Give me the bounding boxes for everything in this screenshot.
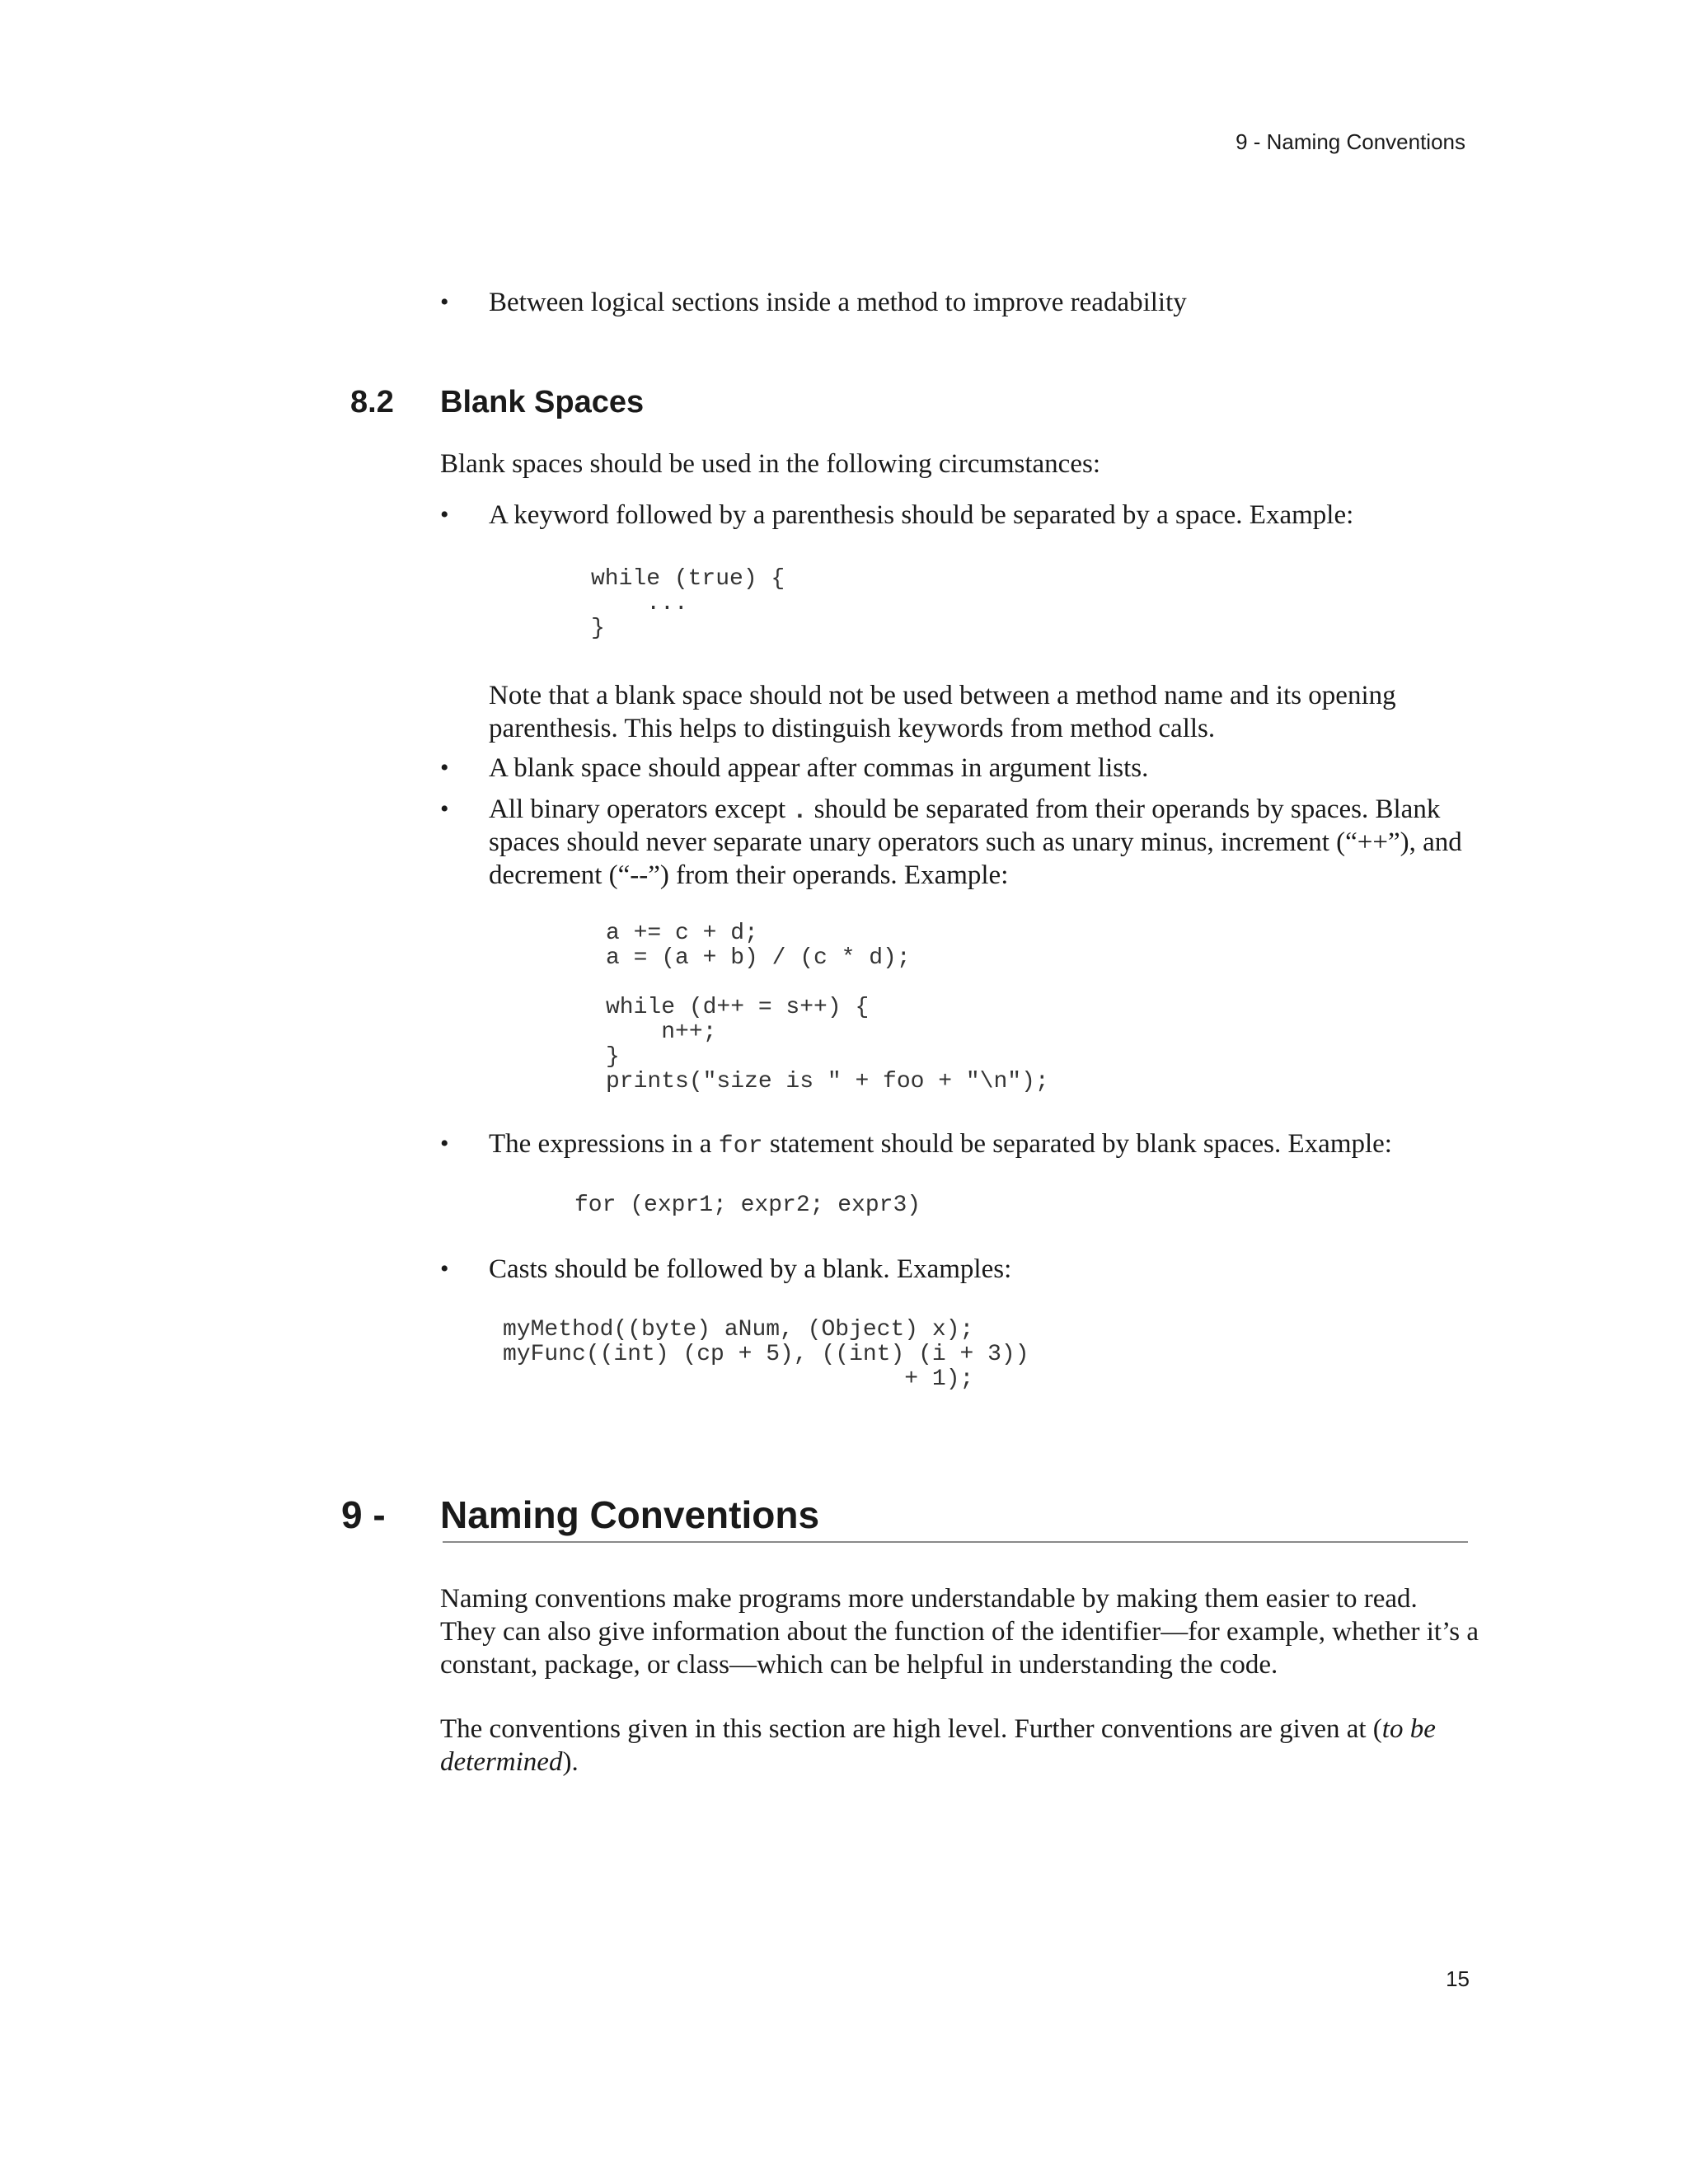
bullet-text: All binary operators except bbox=[489, 794, 793, 824]
chapter-number: 9 - bbox=[341, 1493, 386, 1536]
note-line: Note that a blank space should not be used between a method name and its opening bbox=[489, 681, 1396, 710]
bullet-item-continuation: spaces should never separate unary operators such as unary minus, increment (“++”), and bbox=[489, 827, 1462, 857]
bullet-text: statement should be separated by blank spaces. Example: bbox=[762, 1129, 1392, 1159]
bullet-marker: • bbox=[440, 501, 449, 528]
code-block-casts: myMethod((byte) aNum, (Object) x); myFunc((int) (cp + 5), ((int) (i + 3)) + 1); bbox=[503, 1317, 1029, 1392]
running-header: 9 - Naming Conventions bbox=[1236, 129, 1465, 154]
code-block-for: for (expr1; expr2; expr3) bbox=[574, 1193, 921, 1218]
inline-code: for bbox=[718, 1132, 763, 1160]
code-block-while-loop: while (d++ = s++) { n++; } prints("size is " + foo + "\n"); bbox=[606, 995, 1049, 1094]
bullet-item: Between logical sections inside a method to improve readability bbox=[489, 288, 1187, 317]
paragraph-line bbox=[440, 1713, 1436, 1746]
paragraph-line bbox=[440, 1746, 579, 1779]
bullet-marker: • bbox=[440, 1130, 449, 1157]
bullet-item: A blank space should appear after commas in argument lists. bbox=[489, 753, 1149, 783]
bullet-item bbox=[489, 793, 1440, 828]
section-intro: Blank spaces should be used in the following circumstances: bbox=[440, 449, 1100, 479]
chapter-title: Naming Conventions bbox=[440, 1493, 820, 1536]
chapter-rule bbox=[443, 1541, 1468, 1543]
bullet-item-continuation: decrement (“--”) from their operands. Example: bbox=[489, 860, 1009, 890]
section-title: Blank Spaces bbox=[440, 385, 645, 419]
page-number: 15 bbox=[1446, 1966, 1470, 1991]
bullet-item: A keyword followed by a parenthesis should be separated by a space. Example: bbox=[489, 500, 1354, 530]
paragraph-text: The conventions given in this section are high level. Further conventions are given at ( bbox=[440, 1714, 1382, 1744]
paragraph-line: Naming conventions make programs more understandable by making them easier to read. bbox=[440, 1584, 1418, 1614]
emphasis-text: to be bbox=[1381, 1714, 1436, 1744]
section-number: 8.2 bbox=[350, 385, 394, 419]
code-block-operators: a += c + d; a = (a + b) / (c * d); bbox=[606, 921, 911, 971]
paragraph-line: constant, package, or class—which can be helpful in understanding the code. bbox=[440, 1650, 1278, 1680]
code-block-while: while (true) { ... } bbox=[591, 566, 785, 641]
bullet-marker: • bbox=[440, 288, 449, 316]
paragraph-line: They can also give information about the function of the identifier—for example, whether it’s a bbox=[440, 1617, 1479, 1647]
bullet-marker: • bbox=[440, 1255, 449, 1282]
inline-code: . bbox=[792, 798, 808, 826]
bullet-item: Casts should be followed by a blank. Examples: bbox=[489, 1254, 1012, 1284]
bullet-marker: • bbox=[440, 795, 449, 823]
bullet-marker: • bbox=[440, 754, 449, 781]
paragraph-text: ). bbox=[562, 1747, 579, 1777]
note-line: parenthesis. This helps to distinguish keywords from method calls. bbox=[489, 714, 1216, 743]
bullet-item bbox=[489, 1127, 1392, 1163]
bullet-text: The expressions in a bbox=[489, 1129, 719, 1159]
bullet-text: should be separated from their operands by spaces. Blank bbox=[807, 794, 1441, 824]
emphasis-text: determined bbox=[440, 1747, 563, 1777]
